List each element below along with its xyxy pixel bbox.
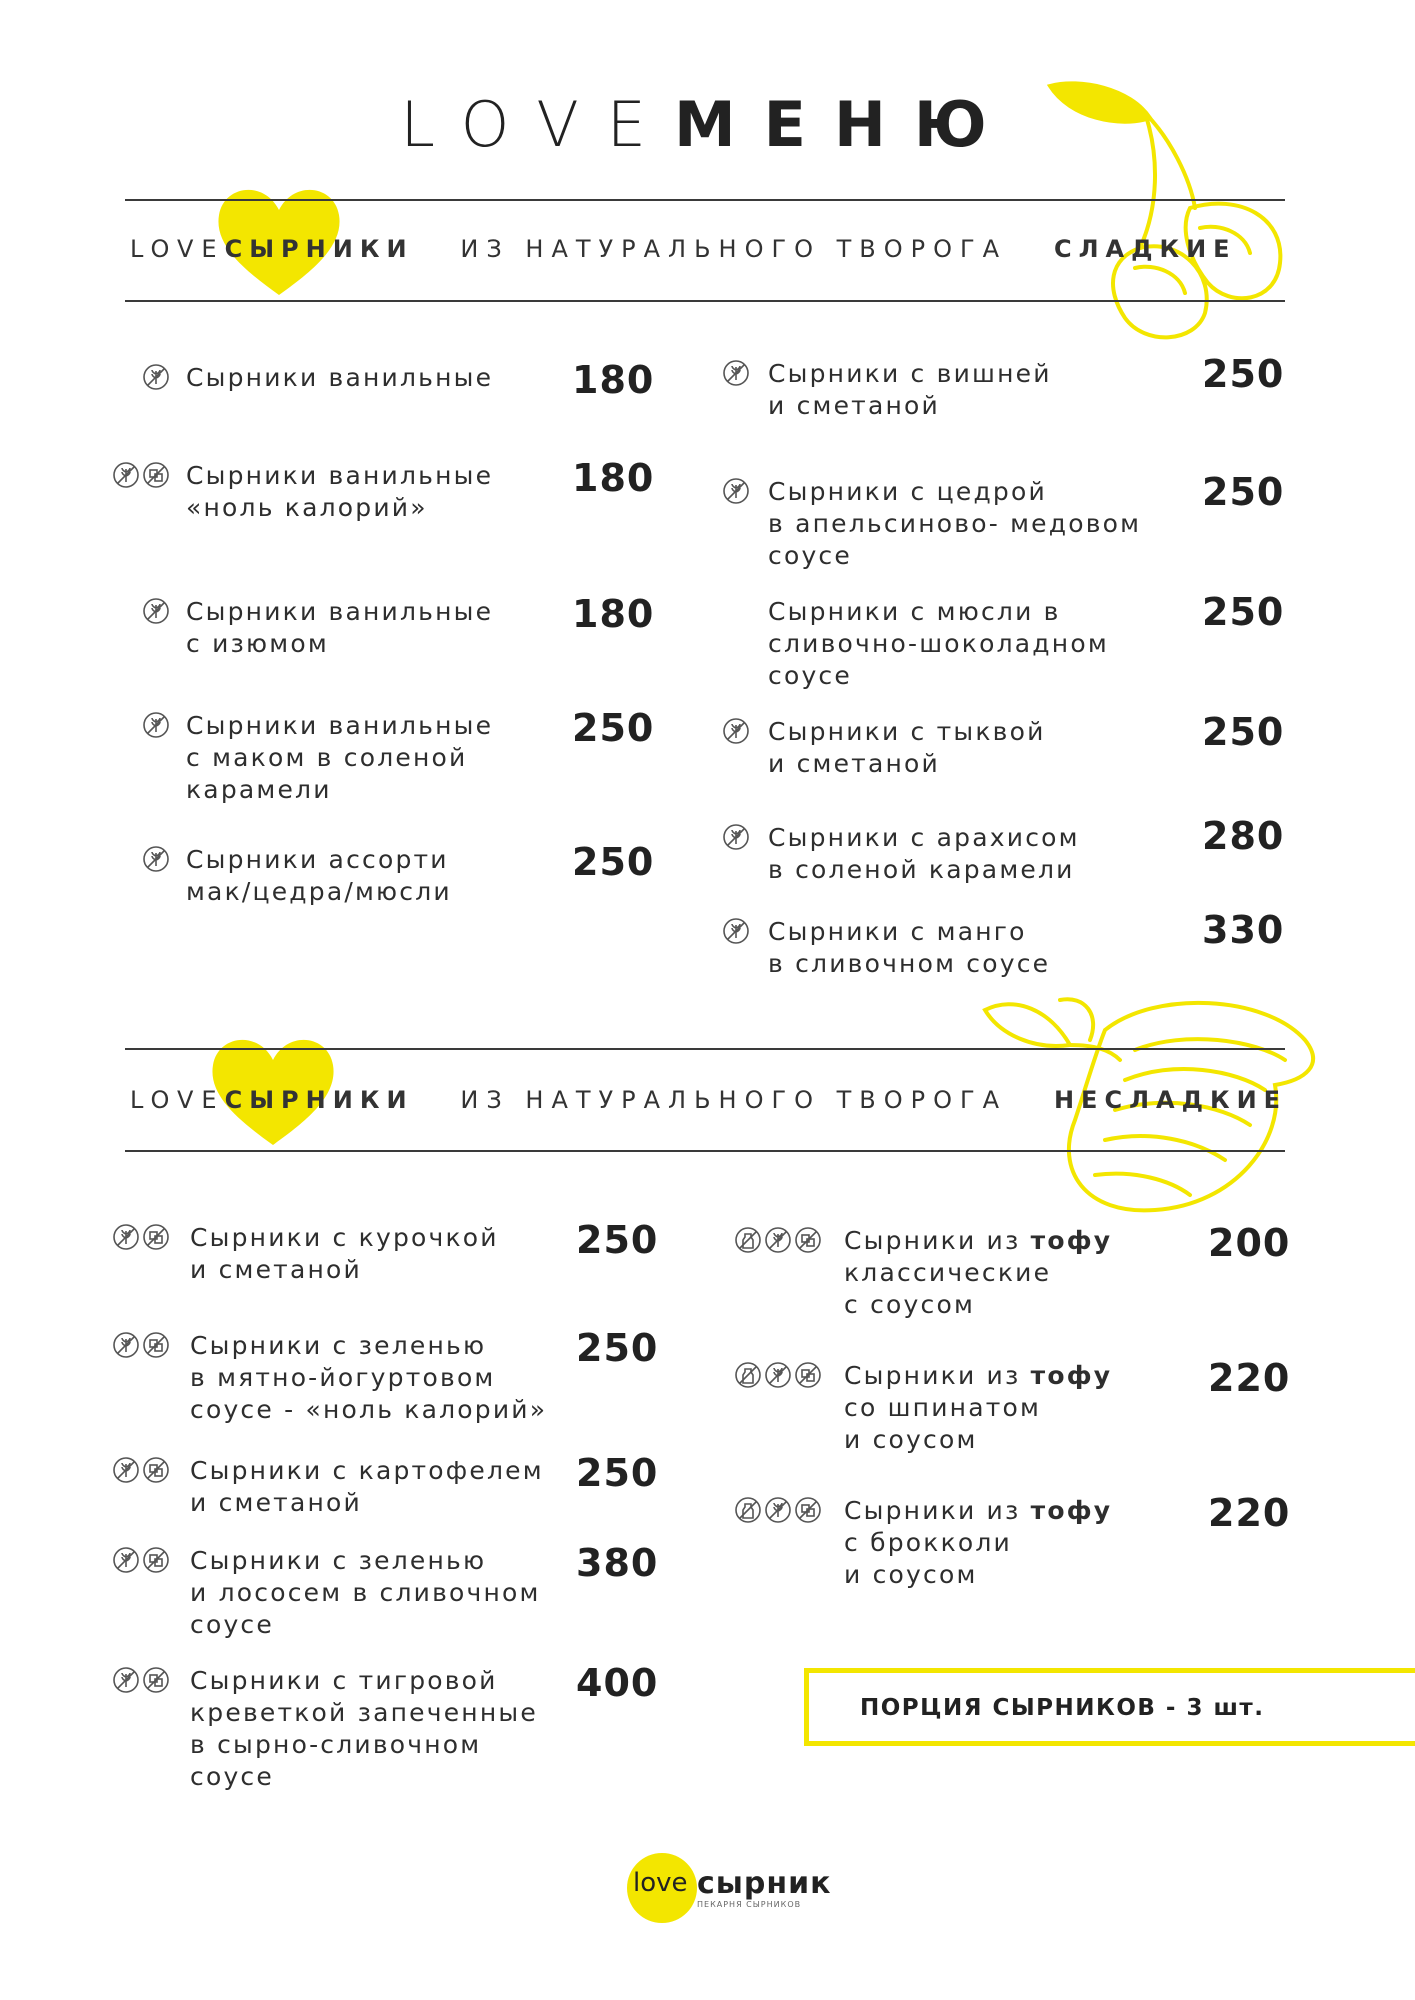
- menu-item-name: Сырники ванильные с маком в соленой карамели: [186, 711, 494, 804]
- menu-item-name: Сырники из тофу со шпинатом и соусом: [844, 1361, 1113, 1454]
- section-heading-sweet: [130, 235, 1237, 263]
- menu-item-price: 250: [572, 840, 655, 884]
- menu-item-price: 280: [1202, 814, 1285, 858]
- gluten-free-icon: [112, 1223, 140, 1251]
- menu-item-name: Сырники ванильные: [186, 363, 494, 392]
- gluten-free-icon: [142, 845, 170, 873]
- page-title: [0, 88, 1415, 161]
- menu-item-price: 180: [572, 358, 655, 402]
- menu-item-price: 400: [576, 1661, 659, 1705]
- logo-name: сырник: [697, 1866, 832, 1901]
- gluten-free-icon: [112, 1331, 140, 1359]
- gluten-free-icon: [722, 359, 750, 387]
- gluten-free-icon: [142, 597, 170, 625]
- menu-item-name: Сырники с вишней и сметаной: [768, 359, 1052, 420]
- menu-item-name: Сырники с тыквой и сметаной: [768, 717, 1046, 778]
- gluten-free-icon: [112, 1666, 140, 1694]
- menu-item-price: 220: [1208, 1356, 1291, 1400]
- menu-item-name: Сырники ванильные с изюмом: [186, 597, 494, 658]
- sugar-free-icon: [142, 1546, 170, 1574]
- menu-item-name: Сырники из тофу классические с соусом: [844, 1226, 1113, 1319]
- divider: [125, 1048, 1285, 1050]
- sugar-free-icon: [142, 461, 170, 489]
- heading-kind: СЛАДКИЕ: [1053, 235, 1237, 263]
- menu-item-price: 250: [1202, 710, 1285, 754]
- title-menu: МЕНЮ: [673, 88, 1015, 161]
- menu-item-price: 250: [1202, 470, 1285, 514]
- gluten-free-icon: [142, 363, 170, 391]
- menu-item-name: Сырники с курочкой и сметаной: [190, 1223, 499, 1284]
- menu-item-price: 250: [576, 1326, 659, 1370]
- heading-prefix: LOVE: [130, 235, 225, 263]
- menu-item-price: 220: [1208, 1491, 1291, 1535]
- menu-item-price: 330: [1202, 908, 1285, 952]
- heading-brand: СЫРНИКИ: [224, 1086, 414, 1114]
- menu-item-price: 250: [576, 1218, 659, 1262]
- divider: [125, 199, 1285, 201]
- title-love: LOVE: [400, 88, 674, 161]
- sugar-free-icon: [142, 1666, 170, 1694]
- sugar-free-icon: [794, 1361, 822, 1389]
- gluten-free-icon: [764, 1361, 792, 1389]
- sugar-free-icon: [794, 1496, 822, 1524]
- divider: [125, 300, 1285, 302]
- menu-item-name: Сырники с арахисом в соленой карамели: [768, 823, 1080, 884]
- menu-item-price: 250: [1202, 590, 1285, 634]
- logo-subtitle: ПЕКАРНЯ СЫРНИКОВ: [697, 1900, 802, 1909]
- sugar-free-icon: [794, 1226, 822, 1254]
- menu-item-name: Сырники ванильные «ноль калорий»: [186, 461, 494, 522]
- lactose-free-icon: [734, 1226, 762, 1254]
- gluten-free-icon: [112, 1546, 140, 1574]
- sugar-free-icon: [142, 1456, 170, 1484]
- gluten-free-icon: [722, 823, 750, 851]
- menu-item-name: Сырники с цедрой в апельсиново- медовом соусе: [768, 477, 1142, 570]
- logo-love: love: [633, 1868, 688, 1898]
- menu-item-name: Сырники ассорти мак/цедра/мюсли: [186, 845, 452, 906]
- section-heading-savory: [130, 1086, 1287, 1114]
- menu-item-name: Сырники с манго в сливочном соусе: [768, 917, 1051, 978]
- portion-note: ПОРЦИЯ СЫРНИКОВ - 3 шт.: [860, 1695, 1265, 1721]
- menu-item-price: 380: [576, 1541, 659, 1585]
- heading-middle: ИЗ НАТУРАЛЬНОГО ТВОРОГА: [460, 1086, 1008, 1114]
- heading-brand: СЫРНИКИ: [224, 235, 414, 263]
- menu-item-price: 250: [576, 1451, 659, 1495]
- sugar-free-icon: [142, 1223, 170, 1251]
- divider: [125, 1150, 1285, 1152]
- menu-item-name: Сырники с мюсли в сливочно-шоколадном соусе: [768, 597, 1109, 690]
- gluten-free-icon: [764, 1226, 792, 1254]
- gluten-free-icon: [722, 717, 750, 745]
- menu-item-price: 250: [572, 706, 655, 750]
- menu-item-price: 200: [1208, 1221, 1291, 1265]
- menu-item-price: 180: [572, 592, 655, 636]
- gluten-free-icon: [112, 461, 140, 489]
- lactose-free-icon: [734, 1496, 762, 1524]
- heading-kind: НЕСЛАДКИЕ: [1053, 1086, 1288, 1114]
- menu-item-name: Сырники с картофелем и сметаной: [190, 1456, 544, 1517]
- menu-item-price: 180: [572, 456, 655, 500]
- gluten-free-icon: [112, 1456, 140, 1484]
- lactose-free-icon: [734, 1361, 762, 1389]
- menu-item-name: Сырники с зеленью и лососем в сливочном соусе: [190, 1546, 541, 1639]
- menu-item-price: 250: [1202, 352, 1285, 396]
- heading-middle: ИЗ НАТУРАЛЬНОГО ТВОРОГА: [460, 235, 1008, 263]
- gluten-free-icon: [722, 917, 750, 945]
- heading-prefix: LOVE: [130, 1086, 225, 1114]
- sugar-free-icon: [142, 1331, 170, 1359]
- menu-item-name: Сырники из тофу с брокколи и соусом: [844, 1496, 1113, 1589]
- gluten-free-icon: [722, 477, 750, 505]
- menu-item-name: Сырники с зеленью в мятно-йогуртовом соусе - «ноль калорий»: [190, 1331, 548, 1424]
- gluten-free-icon: [142, 711, 170, 739]
- gluten-free-icon: [764, 1496, 792, 1524]
- menu-item-name: Сырники с тигровой креветкой запеченные в сырно-сливочном соусе: [190, 1666, 538, 1791]
